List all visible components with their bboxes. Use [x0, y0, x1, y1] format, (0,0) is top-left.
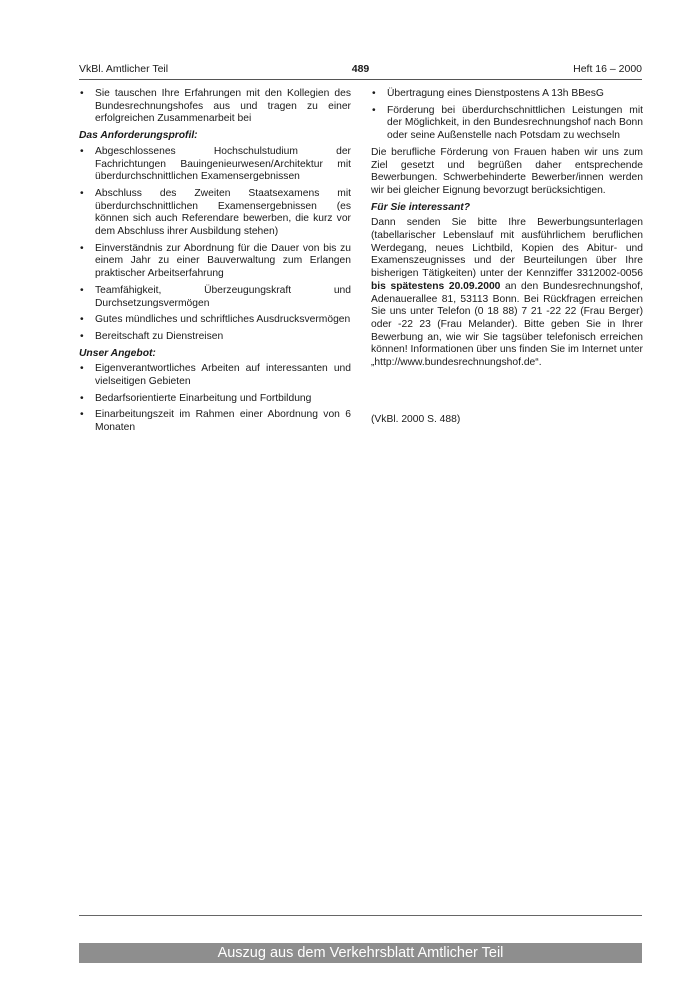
page-header	[79, 63, 642, 77]
list-item: • Bedarfsorientierte Einarbeitung und Fortbildung	[79, 393, 351, 406]
footer-banner: Auszug aus dem Verkehrsblatt Amtlicher Teil	[79, 943, 642, 963]
intro-list	[79, 88, 351, 126]
offer-list	[79, 363, 351, 435]
journal-name: VkBl. Amtlicher Teil	[79, 63, 169, 75]
footer-divider	[79, 915, 642, 916]
list-item: • Teamfähigkeit, Überzeugungskraft und Durchsetzungsvermögen	[79, 285, 351, 310]
issue-label: Heft 16 – 2000	[573, 63, 642, 75]
list-item: • Eigenverantwortliches Arbeiten auf interessanten und vielseitigen Gebieten	[79, 363, 351, 388]
profile-heading: Das Anforderungsprofil:	[79, 130, 198, 142]
list-item: • Einverständnis zur Abordnung für die Dauer von bis zu einem Jahr zu einer Bauverwaltung zum Erlangen praktischer Arbeitserfahrung	[79, 243, 351, 281]
question-heading: Für Sie interessant?	[371, 201, 470, 213]
list-item: • Gutes mündliches und schriftliches Ausdrucksvermögen	[79, 314, 351, 327]
application-text-start: Dann senden Sie bitte Ihre Bewerbungsunterlagen (tabellarischer Lebenslauf mit ausführlichem beruflichen Werdegang, neues Lichtbild, Kopien des Abitur- und Examenszeugnisses und der Beurteilungen über Ihre bisherigen Tätigkeiten) unter der Kennziffer 3312002-0056	[371, 217, 643, 280]
list-item: • Sie tauschen Ihre Erfahrungen mit den Kollegien des Bundesrechnungshofes aus und tragen zu einer erfolgreichen Zusammenarbeit bei	[79, 88, 351, 126]
list-item: • Abschluss des Zweiten Staatsexamens mit überdurchschnittlichen Examensergebnissen (es können sich auch Referendare bewerben, die kurz vor dem Abschluss ihrer Ausbildung stehen)	[79, 188, 351, 239]
application-paragraph	[371, 217, 643, 369]
left-column	[79, 88, 351, 439]
right-column	[371, 88, 643, 430]
equal-opportunity-paragraph: Die berufliche Förderung von Frauen haben wir uns zum Ziel gesetzt und begrüßen daher entsprechende Bewerbungen. Schwerbehinderte Bewerber/innen werden wir bei gleicher Eignung bevorzugt berücksichtigen.	[371, 146, 643, 196]
list-item: • Abgeschlossenes Hochschulstudium der Fachrichtungen Bauingenieurwesen/Architektur mit überdurchschnittlichen Examensergebnissen	[79, 146, 351, 184]
list-item: • Übertragung eines Dienstpostens A 13h BBesG	[371, 88, 643, 101]
list-item: • Bereitschaft zu Dienstreisen	[79, 331, 351, 344]
list-item: • Förderung bei überdurchschnittlichen Leistungen mit der Möglichkeit, in den Bundesrechnungshof nach Bonn oder seine Außenstelle nach Potsdam zu wechseln	[371, 105, 643, 143]
list-item: • Einarbeitungszeit im Rahmen einer Abordnung von 6 Monaten	[79, 409, 351, 434]
profile-list	[79, 146, 351, 344]
application-text-end: an den Bundesrechnungshof, Adenauerallee 81, 53113 Bonn. Bei Rückfragen erreichen Sie uns unter Telefon (0 18 88) 7 21 -22 22 (Frau Berger) oder -22 23 (Frau Melander). Bitte geben Sie in Ihrer Bewerbung an, wie wir Sie tagsüber telefonisch erreichen können! Informationen über uns finden Sie im Internet unter „http://www.bundesrechnungshof.de“.	[371, 280, 643, 369]
offer-heading: Unser Angebot:	[79, 347, 156, 359]
application-deadline: bis spätestens 20.09.2000	[371, 280, 501, 292]
source-reference: (VkBl. 2000 S. 488)	[371, 413, 461, 425]
benefit-list	[371, 88, 643, 143]
page-number: 489	[351, 63, 370, 75]
header-divider	[79, 79, 642, 80]
